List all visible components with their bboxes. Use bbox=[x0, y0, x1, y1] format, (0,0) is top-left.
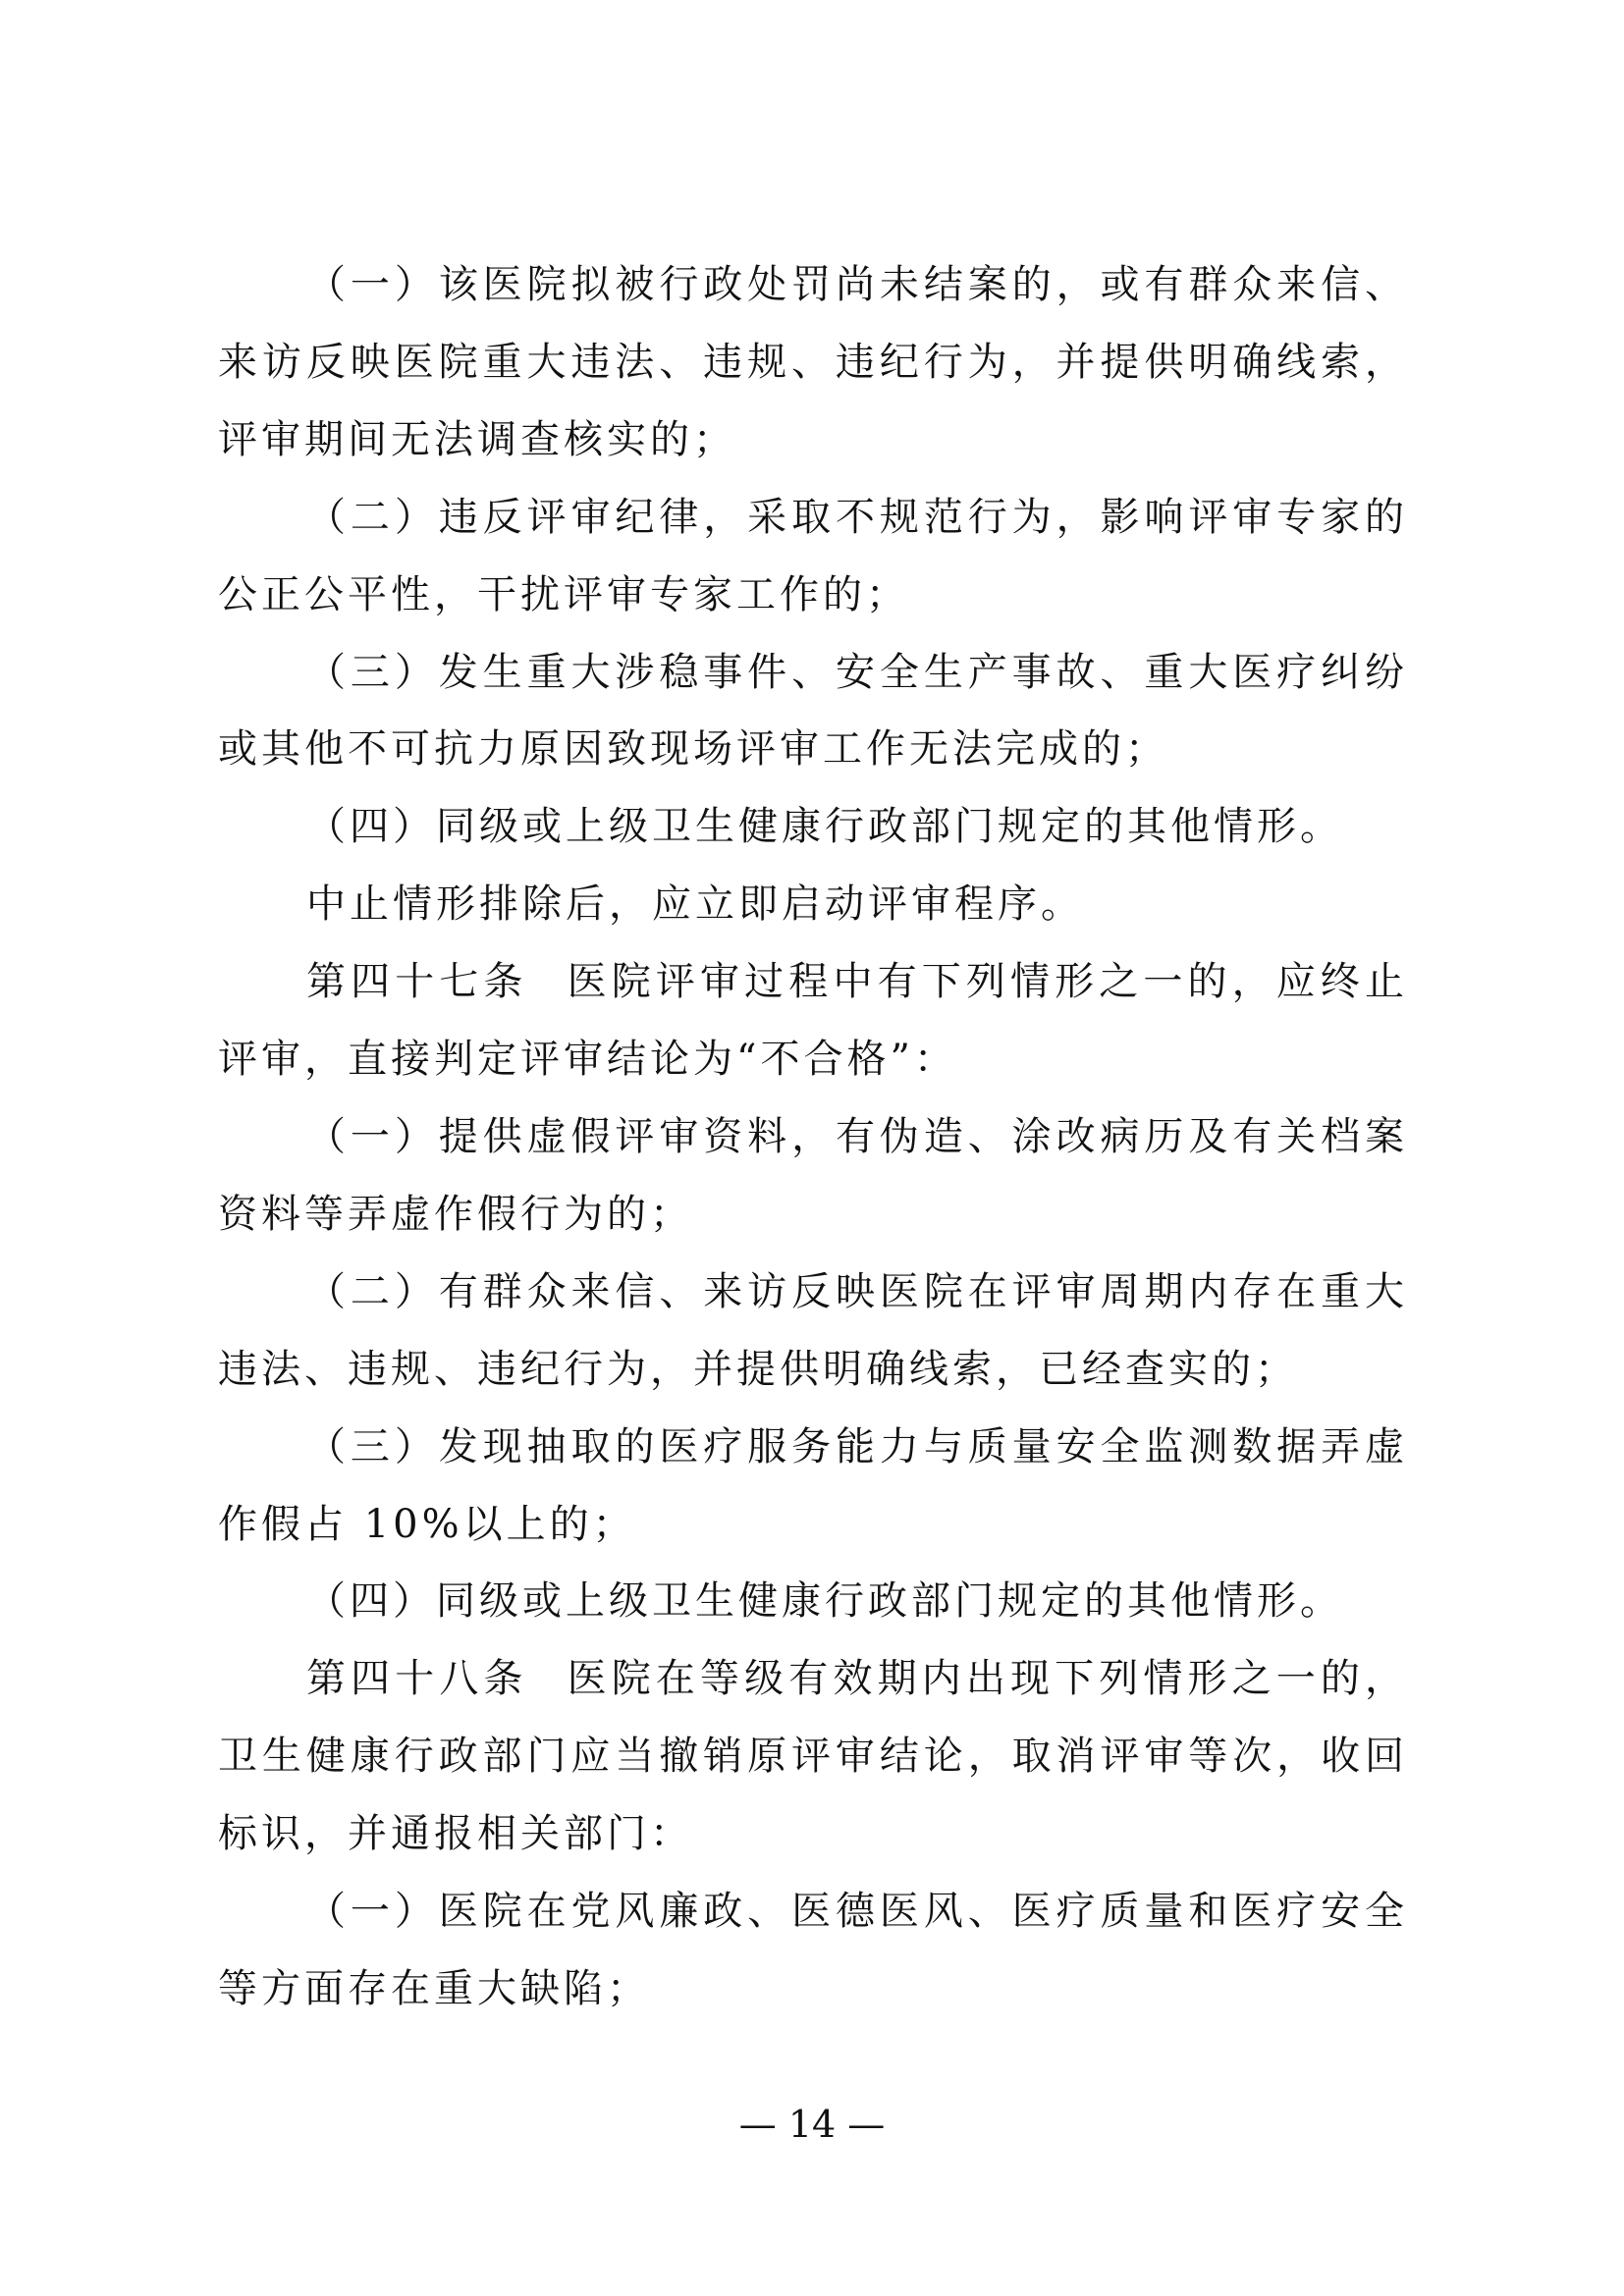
article-heading: 第四十八条 bbox=[306, 1656, 528, 1702]
paragraph-text: （三）发现抽取的医疗服务能力与质量安全监测数据弄虚作假占 10%以上的； bbox=[218, 1423, 1408, 1547]
paragraph-clause-4 bbox=[218, 1563, 1408, 1640]
paragraph-resume-note bbox=[218, 866, 1408, 943]
article-47 bbox=[218, 943, 1408, 1098]
paragraph-clause-3 bbox=[218, 1409, 1408, 1564]
paragraph-clause-1 bbox=[218, 1098, 1408, 1254]
paragraph-text: （一）医院在党风廉政、医德医风、医疗质量和医疗安全等方面存在重大缺陷； bbox=[218, 1889, 1408, 2011]
paragraph-text: （三）发生重大涉稳事件、安全生产事故、重大医疗纠纷或其他不可抗力原因致现场评审工作无法完成的； bbox=[218, 649, 1408, 773]
paragraph-clause-2 bbox=[218, 479, 1408, 634]
paragraph-clause-1 bbox=[218, 246, 1408, 479]
paragraph-text: （一）该医院拟被行政处罚尚未结案的，或有群众来信、来访反映医院重大违法、违规、违纪行为，并提供明确线索，评审期间无法调查核实的； bbox=[218, 262, 1408, 462]
paragraph-text: 中止情形排除后，应立即启动评审程序。 bbox=[306, 881, 1084, 928]
article-48 bbox=[218, 1640, 1408, 1873]
paragraph-text: （一）提供虚假评审资料，有伪造、涂改病历及有关档案资料等弄虚作假行为的； bbox=[218, 1113, 1408, 1237]
paragraph-text: （二）有群众来信、来访反映医院在评审周期内存在重大违法、违规、违纪行为，并提供明确线索，已经查实的； bbox=[218, 1268, 1408, 1392]
paragraph-text: （四）同级或上级卫生健康行政部门规定的其他情形。 bbox=[306, 1578, 1343, 1625]
article-text: 医院评审过程中有下列情形之一的，应终止评审，直接判定评审结论为“不合格”： bbox=[218, 959, 1409, 1083]
paragraph-clause-1 bbox=[218, 1873, 1408, 2028]
document-body bbox=[218, 246, 1408, 2028]
paragraph-clause-2 bbox=[218, 1254, 1408, 1409]
paragraph-text: （四）同级或上级卫生健康行政部门规定的其他情形。 bbox=[306, 804, 1343, 850]
paragraph-clause-3 bbox=[218, 634, 1408, 789]
paragraph-text: （二）违反评审纪律，采取不规范行为，影响评审专家的公正公平性，干扰评审专家工作的； bbox=[218, 494, 1408, 617]
paragraph-clause-4 bbox=[218, 788, 1408, 866]
article-text: 医院在等级有效期内出现下列情形之一的，卫生健康行政部门应当撤销原评审结论，取消评审等次，收回标识，并通报相关部门： bbox=[218, 1656, 1409, 1857]
page-number: — 14 — bbox=[738, 2103, 886, 2146]
article-heading: 第四十七条 bbox=[306, 959, 528, 1005]
